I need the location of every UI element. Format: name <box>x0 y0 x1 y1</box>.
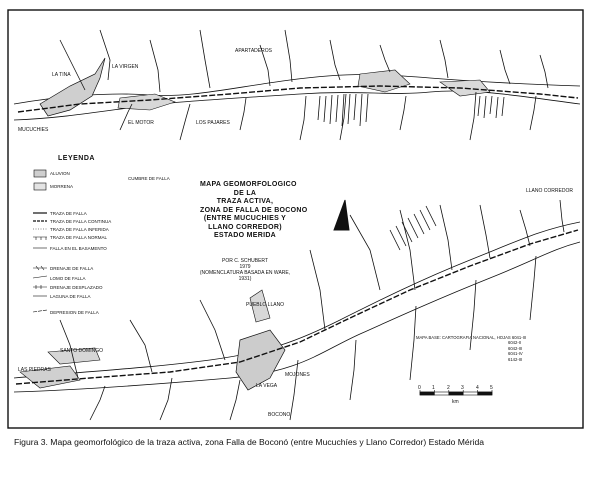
map-title <box>200 181 308 241</box>
title-line: TRAZA ACTIVA, <box>216 198 274 205</box>
title-line: LLANO CORREDOR) <box>208 223 282 231</box>
legend-item: TRAZA DE FALLA <box>50 211 87 216</box>
scale-tick-label: 4 <box>476 385 479 391</box>
lower-valley <box>14 200 580 420</box>
legend-item: DRENAJE DESPLAZADO <box>50 285 103 290</box>
title-line: ESTADO MERIDA <box>213 232 277 239</box>
base-map-line: 6041-IV <box>508 351 523 357</box>
base-map-note <box>416 335 526 362</box>
legend-item: DEPRESION DE FALLA <box>50 310 99 315</box>
legend-item: TRAZA DE FALLA NORMAL <box>50 235 108 240</box>
scale-tick-label: 1 <box>432 385 435 391</box>
legend-symbols <box>33 170 47 312</box>
credit-line: POR C. SCHUBERT <box>221 258 269 264</box>
title-line: (ENTRE MUCUCHIES Y <box>203 215 287 222</box>
place-label: MUCUCHIES <box>18 127 49 133</box>
base-map-line: 6142-III <box>508 356 523 362</box>
legend-item: FALLA EN EL BASAMENTO <box>50 246 107 251</box>
legend-item: TRAZA DE FALLA CONTINUA <box>50 219 112 224</box>
scale-unit: km <box>452 399 459 405</box>
place-label: BOCONO <box>268 412 291 418</box>
place-label: LOS PAJARES <box>196 120 230 126</box>
credit-line: 1979 <box>239 264 251 270</box>
place-label: SANTO DOMINGO <box>60 348 103 354</box>
scale-tick-label: 2 <box>447 385 450 391</box>
place-label: EL MOTOR <box>128 120 154 126</box>
legend-item: DRENAJE DE FALLA <box>50 266 94 271</box>
place-label: MOJONES <box>285 372 310 378</box>
base-map-line: 6042-III <box>508 345 523 351</box>
legend-item: MORRENA <box>50 184 74 189</box>
place-label: LLANO CORREDOR <box>526 188 573 194</box>
legend-item: CUMBRE DE FALLA <box>128 176 170 181</box>
place-label: APARTADEROS <box>235 48 272 54</box>
scale-tick-label: 3 <box>461 385 464 391</box>
legend-title: LEYENDA <box>58 155 95 162</box>
legend-item: ALUVION <box>50 171 70 176</box>
credit-line: (NOMENCLATURA BASADA EN WARE, 1931) <box>199 270 291 282</box>
scale-tick-label: 5 <box>490 385 493 391</box>
base-map-line: MAPA BASE: CARTOGRAFIA NACIONAL, HOJAS 6041-III <box>416 335 527 340</box>
legend-item: LOMO DE FALLA <box>50 276 86 281</box>
base-map-line: 6042-II <box>508 340 522 346</box>
place-label: LA VIRGEN <box>112 64 139 70</box>
legend-item: TRAZA DE FALLA INFERIDA <box>50 227 109 232</box>
legend-item: LAGUNA DE FALLA <box>50 294 91 299</box>
place-label: LA TINA <box>52 72 71 78</box>
figure-caption: Figura 3. Mapa geomorfológico de la traza activa, zona Falla de Boconó (entre Mucuchíes y Llano Corredor) Estado Mérida <box>14 437 485 447</box>
scale-tick-label: 0 <box>418 385 421 391</box>
upper-valley <box>14 30 580 140</box>
map-credit <box>193 258 297 282</box>
north-arrow <box>334 200 349 230</box>
place-label: LA VEGA <box>256 383 278 389</box>
place-label: PUEBLO LLANO <box>246 302 285 308</box>
scale-bar <box>420 390 492 395</box>
place-label: LAS PIEDRAS <box>18 367 51 373</box>
title-line: ZONA DE FALLA DE BOCONO <box>200 206 308 214</box>
title-line: MAPA GEOMORFOLOGICO <box>200 181 297 188</box>
title-line: DE LA <box>233 189 257 197</box>
